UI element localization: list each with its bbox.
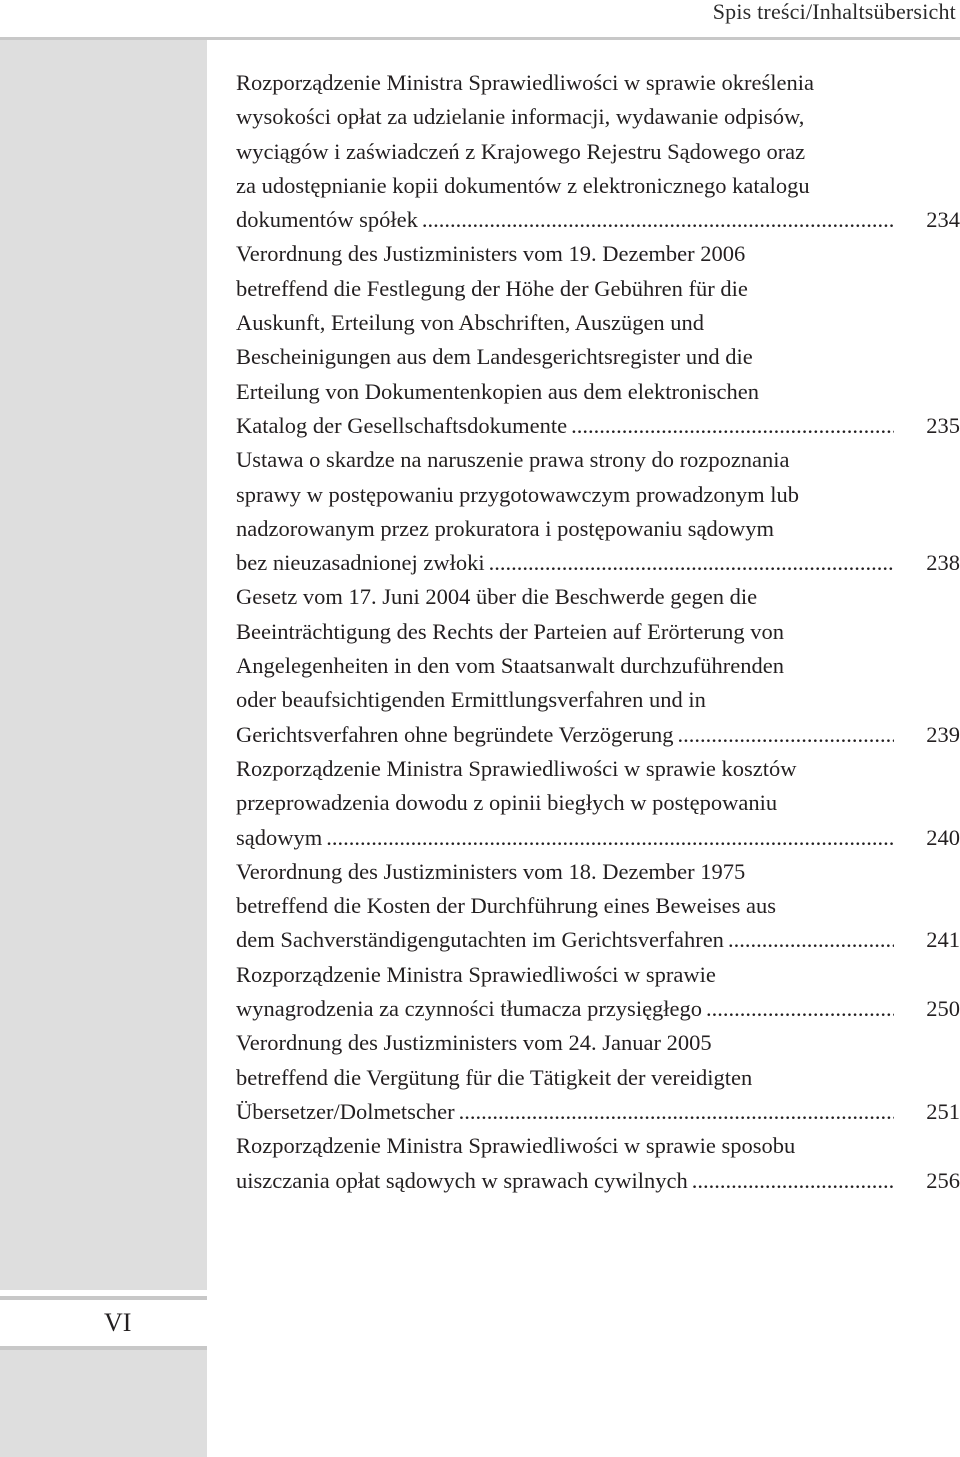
toc-entry-line: Gesetz vom 17. Juni 2004 über die Beschwerde gegen die bbox=[236, 584, 758, 610]
toc-entry-line: dokumentów spółek bbox=[236, 207, 418, 233]
toc-entry-line: Auskunft, Erteilung von Abschriften, Auszügen und bbox=[236, 310, 705, 336]
toc-entry-last-line bbox=[236, 1164, 960, 1198]
toc-entry-line: Rozporządzenie Ministra Sprawiedliwości w sprawie określenia bbox=[236, 70, 814, 95]
toc-entry-line: Verordnung des Justizministers vom 19. Dezember 2006 bbox=[236, 241, 746, 267]
toc-entry-last-line bbox=[236, 992, 960, 1026]
toc-entry-line: Rozporządzenie Ministra Sprawiedliwości w sprawie kosztów bbox=[236, 755, 797, 781]
toc-entry-line: betreffend die Festlegung der Höhe der Gebühren für die bbox=[236, 275, 748, 301]
dot-leader bbox=[422, 203, 894, 237]
toc-entry-last-line bbox=[236, 546, 960, 580]
toc-entry-line: Übersetzer/Dolmetscher bbox=[236, 1098, 455, 1124]
toc-entry-line: wysokości opłat za udzielanie informacji, wydawanie odpisów, bbox=[236, 104, 805, 130]
toc-entry-line: Rozporządzenie Ministra Sprawiedliwości w sprawie bbox=[236, 961, 716, 987]
toc-entry[interactable] bbox=[236, 958, 960, 1027]
toc-entry-line: bez nieuzasadnionej zwłoki bbox=[236, 550, 485, 576]
toc-entry[interactable] bbox=[236, 237, 960, 443]
toc-entry-line: oder beaufsichtigenden Ermittlungsverfahren und in bbox=[236, 687, 706, 713]
left-margin-band bbox=[0, 40, 207, 1457]
toc-entry-last-line bbox=[236, 409, 960, 443]
dot-leader bbox=[728, 923, 894, 957]
toc-entry-line: Angelegenheiten in den vom Staatsanwalt durchzuführenden bbox=[236, 653, 784, 679]
toc-entry-line: Ustawa o skardze na naruszenie prawa strony do rozpoznania bbox=[236, 447, 790, 473]
toc-page-number: 256 bbox=[926, 1167, 960, 1193]
toc-entry-line: uiszczania opłat sądowych w sprawach cywilnych bbox=[236, 1167, 688, 1193]
toc-page-number: 241 bbox=[926, 927, 960, 953]
toc-entry-line: Rozporządzenie Ministra Sprawiedliwości w sprawie sposobu bbox=[236, 1133, 796, 1159]
toc-entry-line: nadzorowanym przez prokuratora i postępowaniu sądowym bbox=[236, 515, 774, 541]
toc-entry-line: Erteilung von Dokumentenkopien aus dem elektronischen bbox=[236, 378, 759, 404]
toc-page-number: 239 bbox=[926, 721, 960, 747]
toc-entry-line: Gerichtsverfahren ohne begründete Verzögerung bbox=[236, 721, 674, 747]
toc-entry[interactable] bbox=[236, 752, 960, 855]
toc-page-number: 251 bbox=[926, 1098, 960, 1124]
toc-page-number: 235 bbox=[926, 412, 960, 438]
table-of-contents bbox=[236, 66, 960, 1198]
toc-entry[interactable] bbox=[236, 855, 960, 958]
toc-entry[interactable] bbox=[236, 443, 960, 580]
toc-entry[interactable] bbox=[236, 580, 960, 751]
dot-leader bbox=[692, 1164, 894, 1198]
toc-entry[interactable] bbox=[236, 66, 960, 237]
toc-entry-line: dem Sachverständigengutachten im Gerichtsverfahren bbox=[236, 927, 724, 953]
toc-entry[interactable] bbox=[236, 1026, 960, 1129]
toc-entry-line: Katalog der Gesellschaftsdokumente bbox=[236, 412, 568, 438]
dot-leader bbox=[678, 718, 894, 752]
dot-leader bbox=[489, 546, 894, 580]
dot-leader bbox=[326, 821, 894, 855]
toc-entry-line: betreffend die Kosten der Durchführung eines Beweises aus bbox=[236, 893, 777, 919]
toc-entry-last-line bbox=[236, 203, 960, 237]
toc-entry-line: wyciągów i zaświadczeń z Krajowego Rejestru Sądowego oraz bbox=[236, 138, 806, 164]
page-number-rule-bottom bbox=[0, 1346, 207, 1350]
toc-entry-line: Verordnung des Justizministers vom 24. Januar 2005 bbox=[236, 1030, 712, 1056]
toc-entry-line: wynagrodzenia za czynności tłumacza przysięgłego bbox=[236, 996, 703, 1022]
toc-entry-last-line bbox=[236, 1095, 960, 1129]
toc-entry-line: za udostępnianie kopii dokumentów z elektronicznego katalogu bbox=[236, 172, 810, 198]
toc-page-number: 238 bbox=[926, 550, 960, 576]
toc-entry-line: sądowym bbox=[236, 824, 323, 850]
dot-leader bbox=[459, 1095, 894, 1129]
toc-page-number: 234 bbox=[926, 207, 960, 233]
toc-entry[interactable] bbox=[236, 1129, 960, 1198]
toc-entry-line: Verordnung des Justizministers vom 18. Dezember 1975 bbox=[236, 858, 746, 884]
page-number: VI bbox=[104, 1308, 132, 1337]
toc-entry-line: betreffend die Vergütung für die Tätigkeit der vereidigten bbox=[236, 1064, 753, 1090]
toc-entry-line: Beeinträchtigung des Rechts der Parteien auf Erörterung von bbox=[236, 618, 784, 644]
toc-entry-line: przeprowadzenia dowodu z opinii biegłych w postępowaniu bbox=[236, 790, 778, 816]
toc-entry-line: sprawy w postępowaniu przygotowawczym prowadzonym lub bbox=[236, 481, 799, 507]
toc-entry-last-line bbox=[236, 821, 960, 855]
running-header-title: Spis treści/Inhaltsübersicht bbox=[712, 0, 956, 24]
toc-entry-last-line bbox=[236, 718, 960, 752]
toc-page-number: 240 bbox=[926, 824, 960, 850]
page-number-rule-top bbox=[0, 1296, 207, 1300]
toc-entry-last-line bbox=[236, 923, 960, 957]
dot-leader bbox=[571, 409, 894, 443]
toc-page-number: 250 bbox=[926, 996, 960, 1022]
toc-entry-line: Bescheinigungen aus dem Landesgerichtsregister und die bbox=[236, 344, 753, 370]
dot-leader bbox=[706, 992, 894, 1026]
